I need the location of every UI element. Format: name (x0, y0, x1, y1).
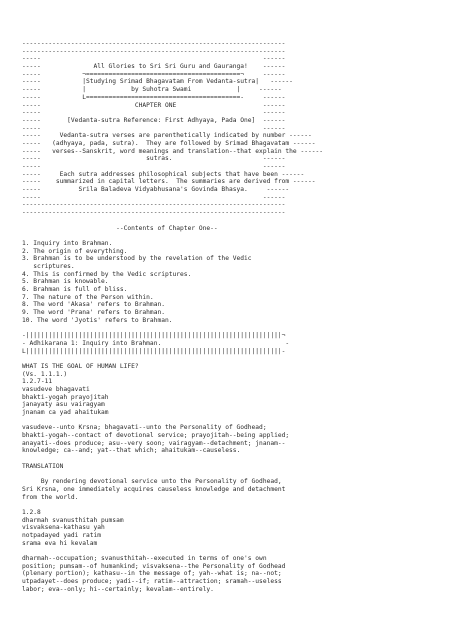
text-line: ----- ------ (22, 109, 286, 117)
text-line: 1. Inquiry into Brahman. (22, 239, 113, 247)
text-line: 9. The word 'Prana' refers to Brahman. (22, 309, 165, 317)
text-line: ----- CHAPTER ONE ------ (22, 101, 286, 109)
text-line: L||||||||||||||||||||||||||||||||||||||||||||||||||||||||||||||||||||- (22, 347, 286, 355)
text-line: position; pumsam--of humankind; visvaksena--the Personality of Godhead (22, 562, 286, 570)
text-line: 8. The word 'Akasa' refers to Brahman. (22, 301, 165, 309)
text-line: 1.2.8 (22, 508, 41, 516)
text-line: 2. The origin of everything. (22, 247, 128, 255)
text-line: visvaksena-kathasu yah (22, 524, 105, 532)
text-line: ----- (adhyaya, pada, sutra). They are followed by Srimad Bhagavatam ------ (22, 139, 316, 147)
text-line: Sri Krsna, one immediately acquires causeless knowledge and detachment (22, 485, 286, 493)
text-line: ----- verses--Sanskrit, word meanings and translation--that explain the ------ (22, 147, 324, 155)
text-line: By rendering devotional service unto the Personality of Godhead, (22, 478, 282, 486)
text-line (22, 232, 442, 240)
text-line (22, 471, 442, 479)
text-line: bhakti-yogah prayojitah (22, 393, 109, 401)
text-line: 3. Brahman is to be understood by the revelation of the Vedic (22, 255, 252, 263)
text-line: ----- ------ (22, 163, 286, 170)
text-line: -||||||||||||||||||||||||||||||||||||||||||||||||||||||||||||||||||||¬ (22, 332, 286, 340)
text-line: ----- ------ (22, 124, 286, 132)
text-line: ---------------------------------------------------------------------- (22, 201, 286, 209)
text-line: dharmah svanusthitah pumsam (22, 516, 124, 524)
text-line: (plenary portion); kathasu--in the message of; yah--what is; na--not; (22, 570, 282, 578)
text-line: notpadayed yadi ratim (22, 532, 102, 539)
text-line: --Contents of Chapter One-- (22, 224, 218, 232)
text-line: srama eva hi kevalam (22, 539, 98, 547)
text-line: ----- summarized in capital letters. The summaries are derived from ------ (22, 178, 316, 186)
text-line: ----- | by Suhotra Swami | ------ (22, 86, 282, 94)
text-line: knowledge; ca--and; yat--that which; ahaitukam--causeless. (22, 447, 241, 455)
text-line (22, 355, 442, 363)
text-line (22, 324, 442, 332)
text-line: bhakti-yogah--contact of devotional service; prayojitah--being applied; (22, 432, 290, 440)
text-line: WHAT IS THE GOAL OF HUMAN LIFE? (22, 362, 139, 370)
text-line (22, 501, 442, 509)
text-line: ----- Vedanta-sutra verses are parenthetically indicated by number ------ (22, 132, 312, 140)
text-line: jnanam ca yad ahaitukam (22, 409, 109, 416)
text-line: ----- L=========================================- ------ (22, 93, 286, 101)
text-line: vasudeve bhagavati (22, 385, 90, 393)
text-line: 4. This is confirmed by the Vedic scriptures. (22, 270, 192, 278)
text-line: scriptures. (22, 262, 75, 270)
text-line: utpadayet--does produce; yadi--if; ratim--attraction; sramah--useless (22, 578, 282, 586)
text-line: 7. The nature of the Person within. (22, 293, 154, 301)
text-line (22, 455, 442, 463)
text-line (22, 417, 442, 425)
text-line: ---------------------------------------------------------------------- (22, 40, 286, 47)
text-line: anayati--does produce; asu--very soon; vairagyam--detachment; jnanam-- (22, 439, 286, 447)
text-line: ----- Srila Baladeva Vidyabhusana's Govinda Bhasya. ------ (22, 186, 290, 194)
document-text (22, 40, 442, 594)
text-line (22, 217, 442, 225)
text-line: ---------------------------------------------------------------------- (22, 209, 286, 217)
text-line: ----- All Glories to Sri Sri Guru and Gauranga! ------ (22, 63, 286, 71)
text-line: janayaty asu vairagyam (22, 401, 105, 409)
text-line: vasudeve--unto Krsna; bhagavati--unto the Personality of Godhead; (22, 424, 267, 432)
text-line (22, 547, 442, 555)
text-line: 1.2.7-11 (22, 378, 53, 386)
text-line: 10. The word 'Jyotis' refers to Brahman. (22, 316, 173, 324)
text-line: ----- |Studying Srimad Bhagavatam From Vedanta-sutra| ------ (22, 78, 293, 86)
text-line: ----- ------ (22, 55, 286, 63)
text-line: 6. Brahman is full of bliss. (22, 286, 128, 293)
text-line: ----- Each sutra addresses philosophical subjects that have been ------ (22, 170, 305, 178)
text-line: dharmah--occupation; svanusthitah--executed in terms of one's own (22, 555, 267, 563)
text-line: ----- sutras. ------ (22, 155, 286, 163)
text-line: ---------------------------------------------------------------------- (22, 47, 286, 55)
text-line: TRANSLATION (22, 462, 64, 470)
text-line: (Vs. 1.1.1.) (22, 370, 68, 378)
text-line: - Adhikarana 1: Inquiry into Brahman. - (22, 339, 290, 347)
text-line: 5. Brahman is knowable. (22, 278, 109, 286)
text-line: from the world. (22, 493, 79, 501)
text-line: labor; eva--only; hi--certainly; kevalam--entirely. (22, 585, 214, 593)
text-line: ----- [Vedanta-sutra Reference: First Adhyaya, Pada One] ------ (22, 116, 286, 124)
text-line: ----- ¬=========================================¬ ------ (22, 70, 286, 78)
text-line: ----- ------ (22, 193, 286, 201)
